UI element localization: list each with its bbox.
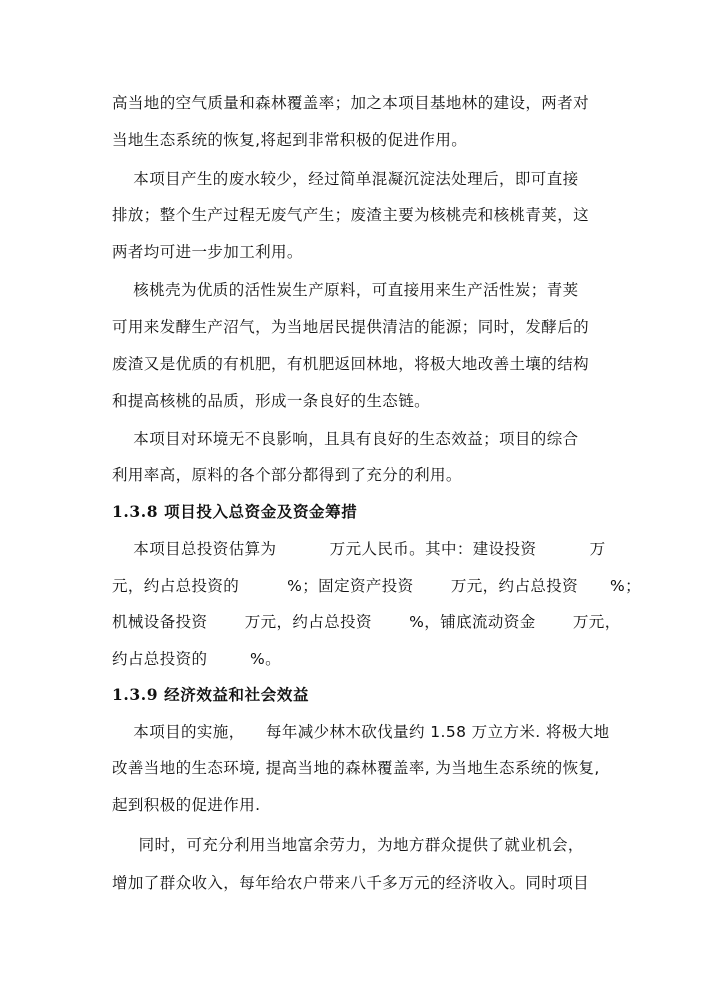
paragraph-line: 起到积极的促进作用. <box>112 796 261 814</box>
paragraph-line: 废渣又是优质的有机肥，有机肥返回林地，将极大地改善土壤的结构 <box>112 355 590 373</box>
paragraph-line: 当地生态系统的恢复,将起到非常积极的促进作用。 <box>112 131 468 149</box>
paragraph-line: 本项目总投资估算为 万元人民币。其中：建设投资 万 <box>112 540 606 558</box>
paragraph-line: 排放；整个生产过程无废气产生；废渣主要为核桃壳和核桃青荚，这 <box>112 206 590 224</box>
paragraph-line: 改善当地的生态环境, 提高当地的森林覆盖率, 为当地生态系统的恢复, <box>112 759 600 777</box>
paragraph-line: 核桃壳为优质的活性炭生产原料，可直接用来生产活性炭；青荚 <box>112 281 579 299</box>
paragraph-line: 两者均可进一步加工利用。 <box>112 243 303 261</box>
paragraph-line: 本项目产生的废水较少，经过简单混凝沉淀法处理后，即可直接 <box>112 170 579 188</box>
paragraph-line: 机械设备投资 万元，约占总投资 %，铺底流动资金 万元， <box>112 613 621 631</box>
paragraph-line: 元，约占总投资的 %；固定资产投资 万元，约占总投资 %； <box>112 577 642 595</box>
paragraph-line: 高当地的空气质量和森林覆盖率；加之本项目基地林的建设，两者对 <box>112 94 590 112</box>
section-heading: 1.3.8 项目投入总资金及资金筹措 <box>112 502 358 521</box>
paragraph-line: 可用来发酵生产沼气，为当地居民提供清洁的能源；同时，发酵后的 <box>112 318 590 336</box>
paragraph-line: 利用率高，原料的各个部分都得到了充分的利用。 <box>112 466 462 484</box>
paragraph-line: 增加了群众收入，每年给农户带来八千多万元的经济收入。同时项目 <box>112 874 590 892</box>
paragraph-line: 本项目对环境无不良影响，且具有良好的生态效益；项目的综合 <box>112 430 579 448</box>
section-heading: 1.3.9 经济效益和社会效益 <box>112 685 310 704</box>
paragraph-line: 同时，可充分利用当地富余劳力，为地方群众提供了就业机会， <box>112 836 584 854</box>
paragraph-line: 和提高核桃的品质，形成一条良好的生态链。 <box>112 392 431 410</box>
paragraph-line: 约占总投资的 %。 <box>112 650 282 668</box>
paragraph-line: 本项目的实施， 每年减少林木砍伐量约 1.58 万立方米. 将极大地 <box>112 723 610 741</box>
